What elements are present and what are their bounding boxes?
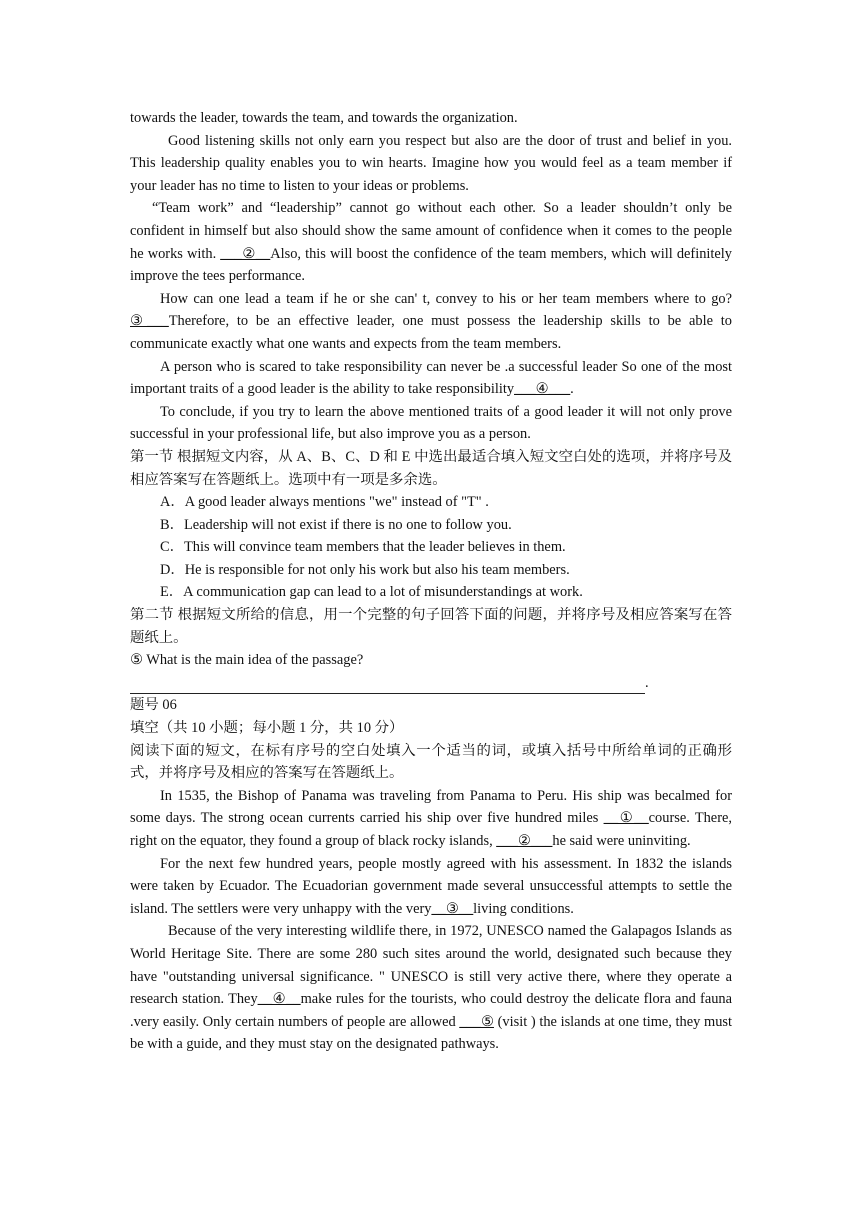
question-number: 题号 06 bbox=[130, 697, 177, 714]
answer-line bbox=[130, 676, 645, 694]
paragraph-text: Also, this will boost the confidence of the team members, which will definitely improve the tees performance. bbox=[130, 245, 732, 285]
question-instruction: 阅读下面的短文，在标有序号的空白处填入一个适当的词，或填入括号中所给单词的正确形式，并将序号及相应的答案写在答题纸上。 bbox=[130, 742, 732, 782]
passage-paragraph bbox=[130, 356, 732, 401]
paragraph-text: A person who is scared to take responsibility can never be .a successful leader So one of the most important traits of a good leader is the ability to take responsibility bbox=[130, 358, 732, 398]
option-b: B．Leadership will not exist if there is no one to follow you. bbox=[160, 516, 512, 533]
answer-blank-2: ___②__ bbox=[220, 245, 271, 262]
section1-heading: 第一节 根据短文内容，从 A、B、C、D 和 E 中选出最适合填入短文空白处的选项，并将序号及相应答案写在答题纸上。选项中有一项是多余选。 bbox=[130, 448, 732, 488]
paragraph-text: (visit ) the islands at one time, they must be with a guide, and they must stay on the designated pathways. bbox=[130, 1013, 732, 1053]
paragraph-text: . bbox=[570, 381, 574, 398]
section2-heading: 第二节 根据短文所给的信息，用一个完整的句子回答下面的问题，并将序号及相应答案写在答题纸上。 bbox=[130, 607, 732, 646]
answer-line-row bbox=[130, 672, 732, 695]
passage-paragraph bbox=[130, 853, 732, 921]
answer-blank-3: __③__ bbox=[431, 900, 474, 917]
paragraph-text: Because of the very interesting wildlife there, in 1972, UNESCO named the Galapagos Islands as World Heritage Site. There are some 280 such sites around the world, designated such because they have "outstanding universal significance. " UNESCO is still very active there, where they operate a research station. They bbox=[130, 923, 732, 1008]
document-page bbox=[130, 107, 732, 1056]
option-c: C．This will convince team members that the leader believes in them. bbox=[160, 539, 566, 556]
paragraph-text: living conditions. bbox=[473, 900, 574, 917]
answer-blank-3: ③___ bbox=[130, 313, 169, 330]
passage-paragraph: Good listening skills not only earn you respect but also are the door of trust and belief in you. This leadership quality enables you to win hearts. Imagine how you would feel as a team member if your leader has no time to listen to your ideas or problems. bbox=[130, 132, 732, 194]
paragraph-text: Therefore, to be an effective leader, one must possess the leadership skills to be able to communicate exactly what one wants and expects from the team members. bbox=[130, 313, 732, 352]
question-5: ⑤ What is the main idea of the passage? bbox=[130, 652, 364, 669]
paragraph-text: make rules for the tourists, who could destroy the delicate flora and fauna .very easily. Only certain numbers of people are allowed bbox=[130, 991, 733, 1030]
question-title: 填空（共 10 小题；每小题 1 分，共 10 分） bbox=[130, 720, 404, 737]
answer-blank-1: __①__ bbox=[603, 810, 649, 827]
answer-blank-4: ___④___ bbox=[514, 381, 571, 398]
answer-blank-2: ___②___ bbox=[496, 833, 553, 849]
paragraph-text: “Team work” and “leadership” cannot go without each other. So a leader shouldn’t only be confident in himself but also should show the same amount of confidence when it comes to the people he works with. bbox=[130, 200, 732, 262]
paragraph-text: How can one lead a team if he or she can' t, convey to his or her team members where to go? bbox=[160, 290, 732, 307]
passage-paragraph bbox=[130, 197, 732, 287]
passage-paragraph bbox=[130, 920, 732, 1056]
paragraph-text: he said were uninviting. bbox=[552, 833, 691, 849]
answer-blank-4: __④__ bbox=[257, 991, 301, 1008]
paragraph-text: In 1535, the Bishop of Panama was traveling from Panama to Peru. His ship was becalmed for some days. The strong ocean currents carried his ship over five hundred miles bbox=[130, 787, 732, 827]
option-e: E．A communication gap can lead to a lot of misunderstandings at work. bbox=[160, 584, 583, 601]
passage-paragraph bbox=[130, 288, 732, 356]
paragraph-text: course. There, right on the equator, they found a group of black rocky islands, bbox=[130, 810, 732, 849]
passage-paragraph bbox=[130, 785, 732, 853]
passage-paragraph: To conclude, if you try to learn the above mentioned traits of a good leader it will not only prove successful in your professional life, but also improve you as a person. bbox=[130, 403, 732, 443]
paragraph-text: For the next few hundred years, people mostly agreed with his assessment. In 1832 the islands were taken by Ecuador. The Ecuadorian government made several unsuccessful attempts to settle the island. The settlers were very unhappy with the very bbox=[130, 855, 732, 917]
answer-line-end: . bbox=[645, 674, 649, 691]
option-d: D．He is responsible for not only his work but also his team members. bbox=[160, 561, 570, 578]
option-a: A．A good leader always mentions "we" instead of "T" . bbox=[160, 494, 489, 511]
passage-paragraph: towards the leader, towards the team, and towards the organization. bbox=[130, 110, 518, 126]
answer-blank-5: ___⑤ bbox=[459, 1013, 494, 1030]
